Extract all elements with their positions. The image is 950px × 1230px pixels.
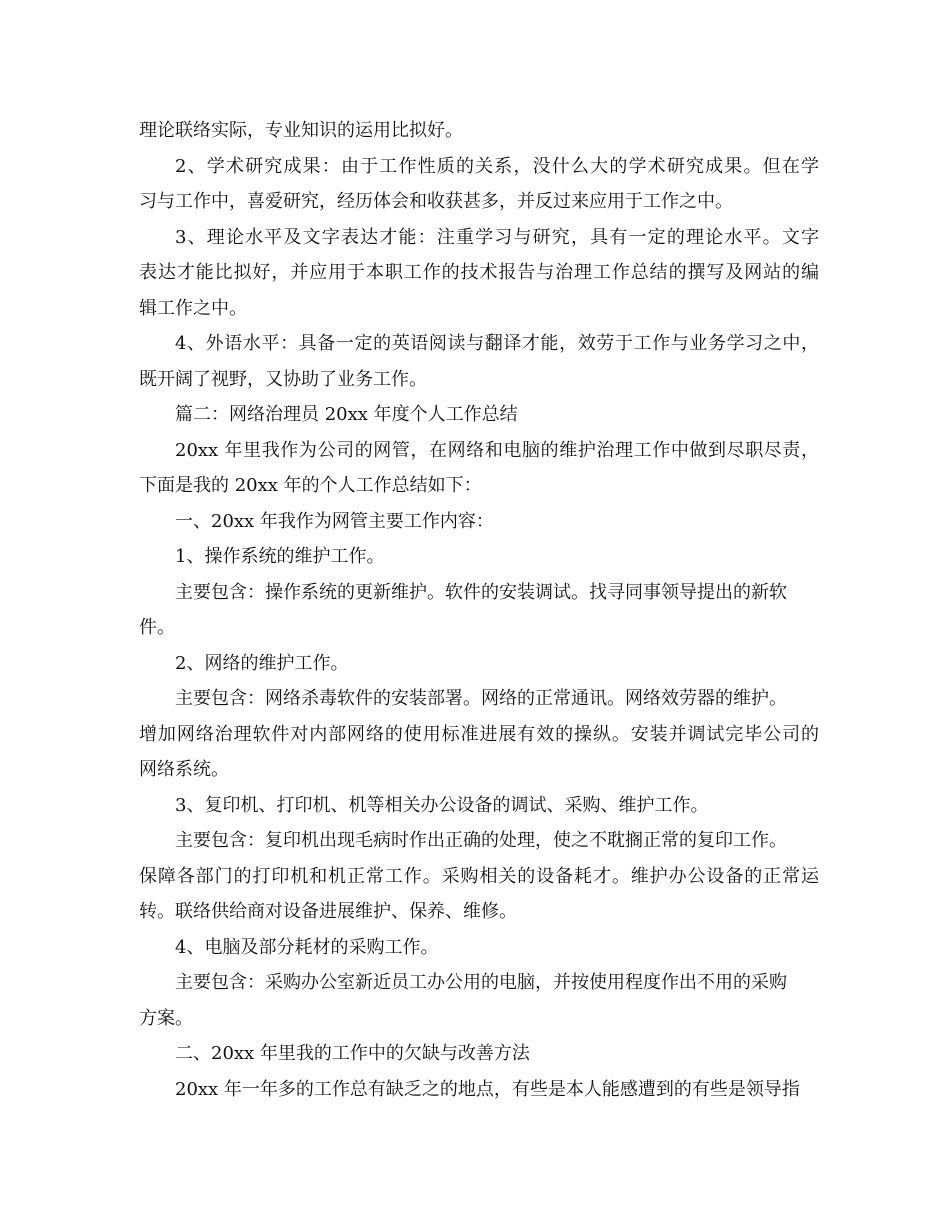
text-line: 习与工作中，喜爱研究，经历体会和收获甚多，并反过来应用于工作之中。 <box>139 191 733 212</box>
text-line: 转。联络供给商对设备进展维护、保养、维修。 <box>139 901 517 922</box>
text-line: 既开阔了视野，又协助了业务工作。 <box>139 368 427 390</box>
text-line: 二、20xx 年里我的工作中的欠缺与改善方法 <box>175 1043 530 1064</box>
text-line: 件。 <box>139 617 175 638</box>
text-line: 3、理论水平及文字表达才能：注重学习与研究，具有一定的理论水平。文字 <box>175 226 819 248</box>
text-line: 主要包含：网络杀毒软件的安装部署。网络的正常通讯。网络效劳器的维护。 <box>175 688 787 709</box>
text-line: 2、学术研究成果：由于工作性质的关系，没什么大的学术研究成果。但在学 <box>175 155 819 177</box>
text-line: 理论联络实际，专业知识的运用比拟好。 <box>139 120 463 141</box>
text-line: 方案。 <box>139 1007 193 1029</box>
text-line: 下面是我的 20xx 年的个人工作总结如下： <box>139 475 482 496</box>
text-line: 增加网络治理软件对内部网络的使用标准进展有效的操纵。安装并调试完毕公司的 <box>139 723 819 745</box>
text-line: 网络系统。 <box>139 759 229 780</box>
text-line: 4、外语水平：具备一定的英语阅读与翻译才能，效劳于工作与业务学习之中， <box>175 333 819 354</box>
text-line: 3、复印机、打印机、机等相关办公设备的调试、采购、维护工作。 <box>175 794 709 816</box>
text-line: 1、操作系统的维护工作。 <box>175 546 385 567</box>
text-line: 20xx 年一年多的工作总有缺乏之的地点，有些是本人能感遭到的有些是领导指 <box>175 1078 800 1100</box>
text-line: 2、网络的维护工作。 <box>175 652 349 674</box>
text-line: 辑工作之中。 <box>139 297 247 319</box>
text-line: 篇二：网络治理员 20xx 年度个人工作总结 <box>175 404 518 425</box>
text-line: 保障各部门的打印机和机正常工作。采购相关的设备耗才。维护办公设备的正常运 <box>139 865 819 887</box>
text-line: 20xx 年里我作为公司的网管，在网络和电脑的维护治理工作中做到尽职尽责， <box>175 439 819 461</box>
text-line: 主要包含：采购办公室新近员工办公用的电脑，并按使用程度作出不用的采购 <box>175 972 787 993</box>
text-line: 4、电脑及部分耗材的采购工作。 <box>175 936 439 958</box>
text-line: 表达才能比拟好，并应用于本职工作的技术报告与治理工作总结的撰写及网站的编 <box>139 262 819 283</box>
text-line: 一、20xx 年我作为网管主要工作内容： <box>175 510 494 532</box>
text-line: 主要包含：复印机出现毛病时作出正确的处理，使之不耽搁正常的复印工作。 <box>175 830 787 851</box>
document-body <box>139 113 819 1107</box>
text-line: 主要包含：操作系统的更新维护。软件的安装调试。找寻同事领导提出的新软 <box>175 581 787 603</box>
